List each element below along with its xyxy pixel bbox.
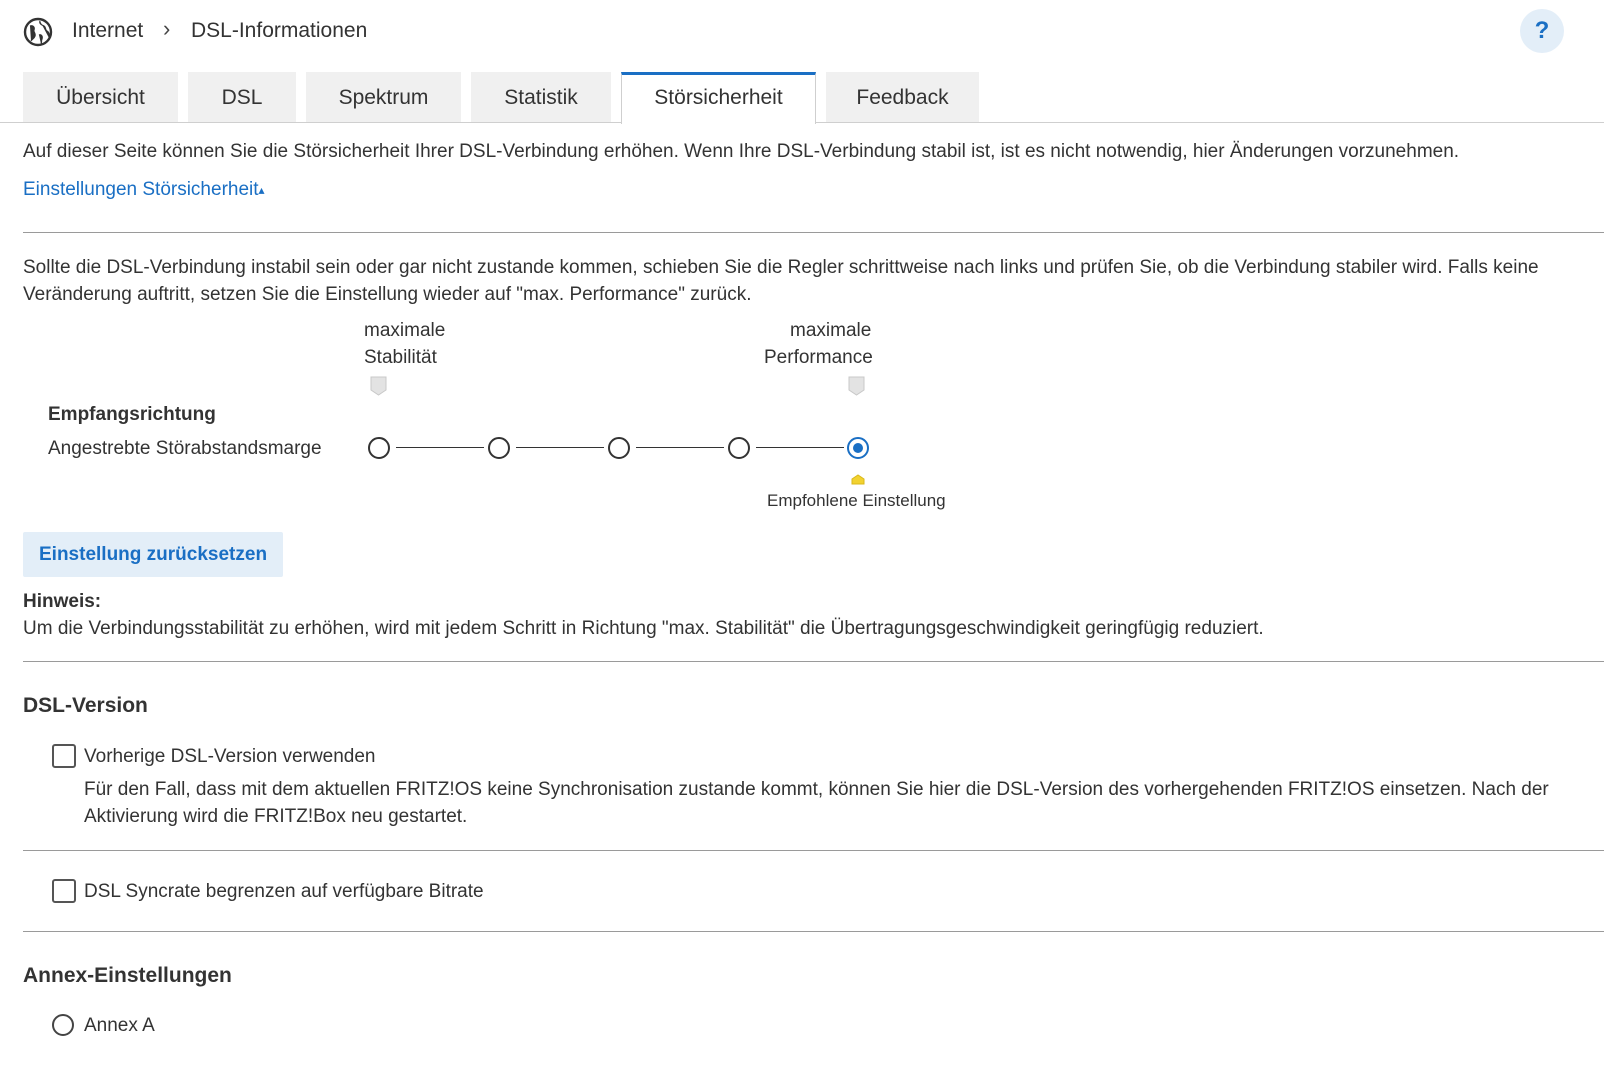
instructions-text: Sollte die DSL-Verbindung instabil sein oder gar nicht zustande kommen, schieben Sie die Regler schrittweise nach links und prüfen Sie, ob die Verbindung stabiler wird. Falls keine Veränderung auftritt, setzen Sie die Einstellung wieder auf "max. Performance" zurück. <box>23 257 1539 305</box>
divider <box>23 931 1604 932</box>
tab-stoersicherheit[interactable]: Störsicherheit <box>621 72 816 124</box>
syncrate-limit-label[interactable]: DSL Syncrate begrenzen auf verfügbare Bitrate <box>84 881 484 902</box>
divider <box>23 661 1604 662</box>
collapse-arrow-icon: ▴ <box>258 183 265 197</box>
tab-feedback[interactable]: Feedback <box>826 72 979 122</box>
slider-right-label-line2: Performance <box>764 347 873 368</box>
receive-direction-label: Empfangsrichtung <box>48 404 216 425</box>
breadcrumb-chevron-icon: › <box>163 16 171 41</box>
marker-stability-icon <box>370 376 387 396</box>
note-text: Um die Verbindungsstabilität zu erhöhen, wird mit jedem Schritt in Richtung "max. Stabilität" die Übertragungsgeschwindigkeit geringfügig reduziert. <box>23 618 1264 639</box>
slider-step-4[interactable] <box>728 437 750 459</box>
slider-step-1[interactable] <box>368 437 390 459</box>
globe-icon <box>23 17 53 47</box>
breadcrumb-root[interactable]: Internet <box>72 19 144 42</box>
marker-performance-icon <box>848 376 865 396</box>
snr-margin-label: Angestrebte Störabstandsmarge <box>48 438 322 459</box>
syncrate-limit-checkbox[interactable] <box>52 879 76 903</box>
dsl-version-heading: DSL-Version <box>23 694 148 717</box>
slider-step-2[interactable] <box>488 437 510 459</box>
tab-uebersicht[interactable]: Übersicht <box>23 72 178 122</box>
annex-a-radio[interactable] <box>52 1014 74 1036</box>
reset-setting-button[interactable]: Einstellung zurücksetzen <box>23 532 283 577</box>
divider <box>23 232 1604 233</box>
slider-segment <box>756 447 844 448</box>
tab-spektrum[interactable]: Spektrum <box>306 72 461 122</box>
page-title: DSL-Informationen <box>191 19 368 42</box>
recommended-marker-icon <box>851 474 865 485</box>
previous-dsl-version-label[interactable]: Vorherige DSL-Version verwenden <box>84 746 376 767</box>
intro-text: Auf dieser Seite können Sie die Störsicherheit Ihrer DSL-Verbindung erhöhen. Wenn Ihre DSL-Verbindung stabil ist, ist es nicht notwendig, hier Änderungen vorzunehmen. <box>23 141 1460 162</box>
settings-toggle-link[interactable] <box>23 179 265 201</box>
tab-statistik[interactable]: Statistik <box>471 72 611 122</box>
tab-dsl[interactable]: DSL <box>188 72 296 122</box>
annex-a-label[interactable]: Annex A <box>84 1015 155 1036</box>
slider-right-label-line1: maximale <box>790 320 872 341</box>
slider-left-label-line1: maximale <box>364 320 446 341</box>
slider-segment <box>516 447 604 448</box>
recommended-label: Empfohlene Einstellung <box>767 491 946 510</box>
dsl-version-description: Für den Fall, dass mit dem aktuellen FRITZ!OS keine Synchronisation zustande kommt, können Sie hier die DSL-Version des vorhergehenden FRITZ!OS einsetzen. Nach der Aktivierung wird die FRITZ!Box neu gestartet. <box>84 779 1549 827</box>
divider <box>23 850 1604 851</box>
slider-left-label-line2: Stabilität <box>364 347 437 368</box>
slider-segment <box>636 447 724 448</box>
previous-dsl-version-checkbox[interactable] <box>52 744 76 768</box>
annex-heading: Annex-Einstellungen <box>23 964 232 987</box>
slider-segment <box>396 447 484 448</box>
settings-link-label: Einstellungen Störsicherheit <box>23 179 259 200</box>
note-title: Hinweis: <box>23 591 102 612</box>
slider-step-3[interactable] <box>608 437 630 459</box>
slider-step-5-selected[interactable] <box>847 437 869 459</box>
help-button[interactable]: ? <box>1520 9 1564 53</box>
